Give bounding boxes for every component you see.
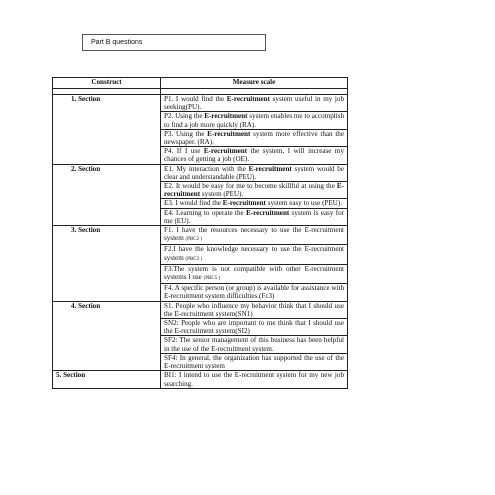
item-text: system is easy for me (EU). — [164, 208, 344, 225]
measure-item — [161, 112, 348, 129]
item-text: P1. I would find the — [164, 95, 227, 103]
item-text: system useful in my job seeking(PU). — [164, 95, 345, 112]
item-text: F2.I have the knowledge necessary to use the E-recruitment system — [164, 245, 344, 262]
item-text: F1. I have the resources necessary to use the E-recruitment system — [164, 226, 344, 243]
item-code: (PBC3 ) — [185, 256, 203, 262]
table-row — [53, 226, 348, 245]
item-text: the system, I will increase my chances of getting a job (OE). — [164, 147, 344, 164]
item-text: F4. A specific person (or group) is available for assistance with E-recruitment system difficulties.(Fc3) — [164, 284, 344, 301]
section-label: 2. Section — [53, 164, 161, 225]
item-text: system easy to use (PEU). — [265, 199, 342, 208]
section-label: 4. Section — [53, 301, 161, 371]
item-keyword: E-recruitment — [248, 164, 292, 173]
item-text: S1. People who influence my behavior think that I should use the E-recruitment system(SN1) — [164, 301, 344, 318]
measure-item — [161, 301, 348, 318]
measure-item — [161, 129, 348, 146]
measure-item — [161, 284, 348, 301]
item-text: SF2: The senior management of this business has been helpful in the use of the E-recruitment system. — [164, 336, 344, 353]
section-label: 1. Section — [53, 95, 161, 165]
item-text: P2. Using the — [164, 112, 205, 121]
table-row — [53, 95, 348, 112]
item-code: (PBC2 ) — [185, 237, 203, 243]
item-keyword: E-recruitment — [164, 182, 344, 199]
table-row — [53, 371, 348, 388]
item-text: SF4: In general, the organization has supported the use of the E-recruitment system — [164, 353, 344, 371]
item-text: SN2: People who are important to me think that I should use the E-recruitment system(SI2) — [164, 319, 344, 336]
item-text: system enables me to accomplish to find a job more quickly (RA). — [164, 112, 344, 129]
item-keyword: E-recruitment — [207, 129, 251, 138]
item-text: system would be clear and understandable (PEU). — [164, 164, 344, 181]
item-keyword: E-recruitment — [222, 199, 266, 208]
item-keyword: E-recruitment — [204, 112, 248, 121]
item-keyword: E-recruitment — [203, 147, 248, 156]
item-text: P3. Using the — [164, 129, 208, 138]
item-text: E3. I would find the — [164, 199, 223, 208]
measure-item — [161, 95, 348, 112]
questionnaire-table — [52, 77, 348, 389]
measure-item — [161, 319, 348, 336]
item-text: F3.The system is not compatible with other E-recruitment systems I use — [164, 264, 344, 282]
measure-item — [161, 245, 348, 264]
measure-item — [161, 264, 348, 283]
item-keyword: E-recruitment — [246, 208, 290, 217]
item-text: BI1: I intend to use the E-recruitment system for my new job searching. — [164, 371, 344, 388]
measure-item — [161, 199, 348, 208]
table-row — [53, 301, 348, 318]
measure-item — [161, 164, 348, 181]
item-keyword: E-recruitment — [226, 95, 270, 103]
item-text: system more effective than the newspaper. (RA). — [164, 129, 344, 147]
item-text: E2. It would be easy for me to become skillful at using the — [164, 182, 337, 191]
header-row — [53, 78, 348, 89]
measure-item — [161, 147, 348, 164]
item-text: system (PEU). — [200, 190, 244, 199]
measure-item — [161, 182, 348, 199]
item-code: (PBC5 ) — [203, 276, 221, 282]
construct-header: Construct — [53, 78, 161, 89]
item-text: P4. If I use — [164, 147, 204, 156]
measure-item — [161, 353, 348, 370]
table-row — [53, 164, 348, 181]
section-label: 3. Section — [53, 226, 161, 302]
part-b-title: Part B questions — [82, 34, 266, 51]
section-label: 5. Section — [53, 371, 161, 388]
measure-item — [161, 208, 348, 225]
measure-item — [161, 336, 348, 353]
measure-item — [161, 371, 348, 388]
measure-scale-header: Measure scale — [161, 78, 348, 89]
measure-item — [161, 226, 348, 245]
item-text: E4. Learning to operate the — [164, 208, 247, 217]
item-text: E1. My interaction with the — [164, 164, 249, 173]
